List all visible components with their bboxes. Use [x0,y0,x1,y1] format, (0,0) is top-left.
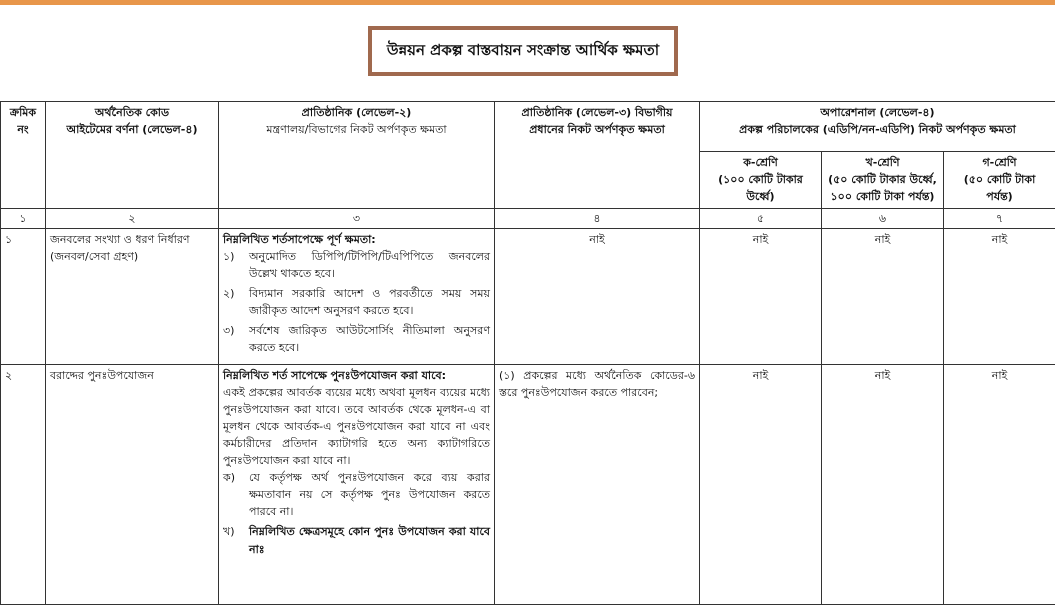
row-serial: ২ [1,365,46,605]
header-level2: প্রাতিষ্ঠানিক (লেভেল-২) মন্ত্রণালয়/বিভাগের নিকট অর্পণকৃত ক্ষমতা [219,102,495,209]
row-item: জনবলের সংখ্যা ও ধরণ নির্ধারণ (জনবল/সেবা গ্রহণ) [46,229,219,365]
col-number: ১ [1,209,46,229]
header-level4: অপারেশনাল (লেভেল-৪) প্রকল্প পরিচালকের (এডিপি/নন-এডিপি) নিকট অর্পণকৃত ক্ষমতা [700,102,1055,152]
header-serial: ক্রমিক নং [1,102,46,209]
table-row [1,229,1055,365]
row-level2: নিম্নলিখিত শর্ত সাপেক্ষে পুনঃউপযোজন করা যাবে: একই প্রকল্পের আবর্তক ব্যয়ের মধ্যে অথবা মূলধন ব্যয়ের মধ্যে পুনঃউপযোজন করা যাবে। তবে আবর্তক থেকে মূলধন-এ বা মূলধন থেকে আবর্তক-এ পুনঃউপযোজন করা যাবে না এবং কর্মচারীদের প্রতিদান ক্যাটাগরি হতে অন্য ক্যাটাগরিতে পুনঃউপযোজন করা যাবে না। ক) যে কর্তৃপক্ষ অর্থ পুনঃউপযোজন করে ব্যয় করার ক্ষমতাবান নয় সে কর্তৃপক্ষ পুনঃ উপযোজন করতে পারবে না। খ) নিম্নলিখিত ক্ষেত্রসমূহে কোন পুনঃ উপযোজন করা যাবে নাঃ [219,365,495,605]
row-kha: নাই [822,365,944,605]
header-item: অর্থনৈতিক কোড আইটেমের বর্ণনা (লেভেল-৪) [46,102,219,209]
table-row [1,365,1055,605]
col-number: ২ [46,209,219,229]
header-level3: প্রাতিষ্ঠানিক (লেভেল-৩) বিভাগীয় প্রধানের নিকট অর্পণকৃত ক্ষমতা [495,102,700,209]
row-item: বরাদ্দের পুনঃউপযোজন [46,365,219,605]
financial-power-table [0,101,1055,605]
column-number-row [1,209,1055,229]
row-serial: ১ [1,229,46,365]
col-number: ৭ [944,209,1055,229]
header-ga: গ-শ্রেণি (৫০ কোটি টাকা পর্যন্ত) [944,152,1055,209]
col-number: ৬ [822,209,944,229]
col-number: ৩ [219,209,495,229]
col-number: ৪ [495,209,700,229]
row-ka: নাই [700,229,822,365]
header-ka: ক-শ্রেণি (১০০ কোটি টাকার উর্ধ্বে) [700,152,822,209]
header-kha: খ-শ্রেণি (৫০ কোটি টাকার উর্ধ্বে, ১০০ কোটি টাকা পর্যন্ত) [822,152,944,209]
top-accent-bar [0,0,1055,5]
row-kha: নাই [822,229,944,365]
col-number: ৫ [700,209,822,229]
page-title: উন্নয়ন প্রকল্প বাস্তবায়ন সংক্রান্ত আর্থিক ক্ষমতা [368,26,678,76]
row-ga: নাই [944,229,1055,365]
row-level2: নিম্নলিখিত শর্তসাপেক্ষে পূর্ণ ক্ষমতা: ১) অনুমোদিত ডিপিপি/টিপিপি/টিএপিপিতে জনবলের উল্লেখ থাকতে হবে। ২) বিদ্যমান সরকারি আদেশ ও পরবর্তীতে সময় সময় জারীকৃত আদেশ অনুসরণ করতে হবে। ৩) সর্বশেষ জারিকৃত আউটসোর্সিং নীতিমালা অনুসরণ করতে হবে। [219,229,495,365]
row-level3: নাই [495,229,700,365]
row-level3: (১) প্রকল্পের মধ্যে অর্থনৈতিক কোডের-৬ স্তরে পুনঃউপযোজন করতে পারবেন; [495,365,700,605]
row-ga: নাই [944,365,1055,605]
row-ka: নাই [700,365,822,605]
